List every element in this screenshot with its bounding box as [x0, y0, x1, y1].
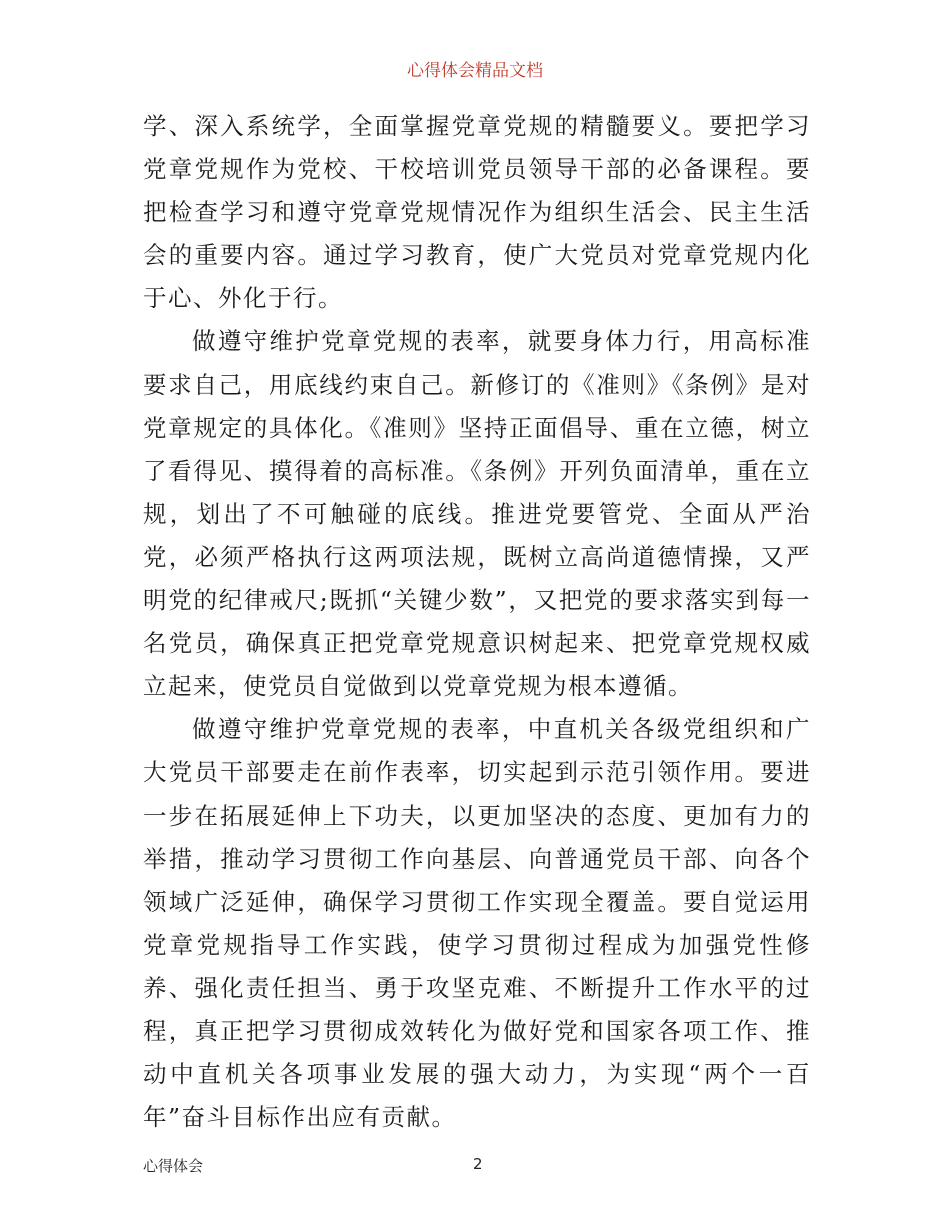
paragraph: 做遵守维护党章党规的表率，中直机关各级党组织和广大党员干部要走在前作表率，切实起到示范引领作用。要进一步在拓展延伸上下功夫，以更加坚决的态度、更加有力的举措，推动学习贯彻工作向基层、向普通党员干部、向各个领域广泛延伸，确保学习贯彻工作实现全覆盖。要自觉运用党章党规指导工作实践，使学习贯彻过程成为加强党性修养、强化责任担当、勇于攻坚克难、不断提升工作水平的过程，真正把学习贯彻成效转化为做好党和国家各项工作、推动中直机关各项事业发展的强大动力，为实现“两个一百年”奋斗目标作出应有贡献。	[143, 715, 811, 1132]
page-number: 2	[473, 1155, 483, 1173]
footer-label: 心得体会	[143, 1157, 204, 1175]
document-header-title: 心得体会精品文档	[407, 61, 543, 81]
document-body	[143, 105, 811, 1139]
document-footer	[143, 1155, 811, 1179]
paragraph-continued: 学、深入系统学，全面掌握党章党规的精髓要义。要把学习党章党规作为党校、干校培训党员领导干部的必备课程。要把检查学习和遵守党章党规情况作为组织生活会、民主生活会的重要内容。通过学习教育，使广大党员对党章党规内化于心、外化于行。	[143, 112, 811, 313]
paragraph: 做遵守维护党章党规的表率，就要身体力行，用高标准要求自己，用底线约束自己。新修订的《准则》《条例》是对党章规定的具体化。《准则》坚持正面倡导、重在立德，树立了看得见、摸得着的高标准。《条例》开列负面清单，重在立规，划出了不可触碰的底线。推进党要管党、全面从严治党，必须严格执行这两项法规，既树立高尚道德情操，又严明党的纪律戒尺;既抓“关键少数”，又把党的要求落实到每一名党员，确保真正把党章党规意识树起来、把党章党规权威立起来，使党员自觉做到以党章党规为根本遵循。	[143, 327, 811, 701]
